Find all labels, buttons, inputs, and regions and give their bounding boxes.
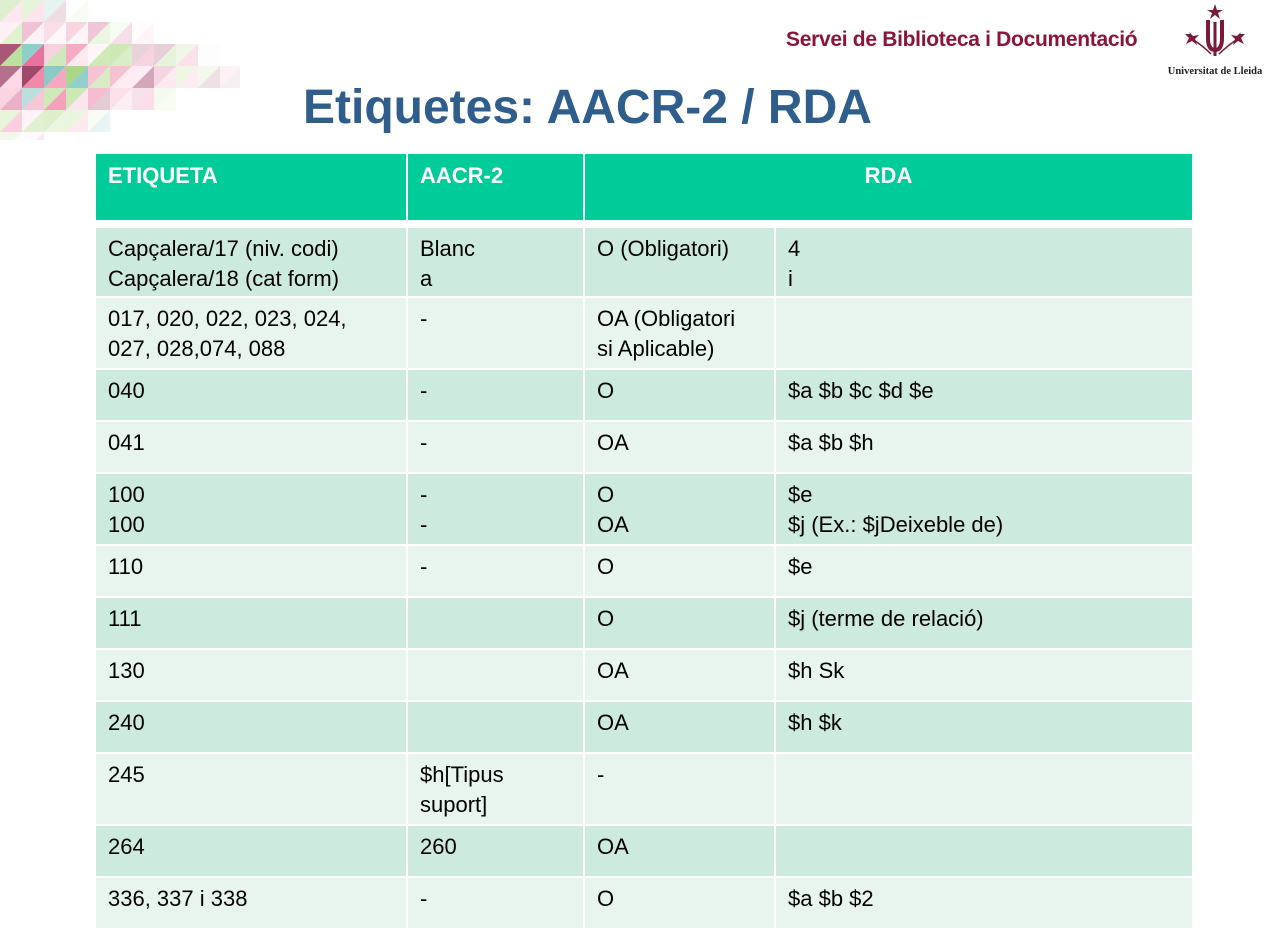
table-row [95,701,1193,753]
column-header-aacr2: AACR-2 [407,153,584,221]
table-cell: $e [775,545,1193,597]
slide-title: Etiquetes: AACR-2 / RDA [303,81,872,134]
table-cell: 240 [95,701,407,753]
university-logo [1160,2,1270,88]
table-cell: - [407,421,584,473]
table-cell: 4 i [775,227,1193,297]
table-cell: - - [407,473,584,545]
table-cell [775,753,1193,825]
table-cell: 040 [95,369,407,421]
table-cell: $a $b $c $d $e [775,369,1193,421]
table-cell: O [584,545,775,597]
table-cell: O [584,597,775,649]
service-name: Servei de Biblioteca i Documentació [786,28,1138,51]
table-cell [775,825,1193,877]
table-cell: $e $j (Ex.: $jDeixeble de) [775,473,1193,545]
table-cell: 130 [95,649,407,701]
table-cell: 245 [95,753,407,825]
table-cell: OA [584,825,775,877]
table-cell: $h[Tipus suport] [407,753,584,825]
column-header-rda: RDA [584,153,1193,221]
table-cell: OA (Obligatori si Aplicable) [584,297,775,369]
table-cell: - [407,369,584,421]
table-cell [407,649,584,701]
table-cell: O (Obligatori) [584,227,775,297]
university-emblem-icon [1175,2,1255,64]
table-cell: 260 [407,825,584,877]
table-cell: OA [584,701,775,753]
table-cell: - [407,877,584,929]
table-cell: $j (terme de relació) [775,597,1193,649]
table-cell [407,597,584,649]
table-row [95,753,1193,825]
university-name: Universitat de Lleida [1167,66,1263,77]
table-cell: 041 [95,421,407,473]
table-cell: $h $k [775,701,1193,753]
table-row [95,877,1193,929]
table-row [95,473,1193,545]
table-cell: OA [584,649,775,701]
table-cell: $a $b $h [775,421,1193,473]
table-cell: - [407,545,584,597]
table-cell: OA [584,421,775,473]
table-cell: 100 100 [95,473,407,545]
table-row [95,297,1193,369]
table-row [95,649,1193,701]
table-cell: 017, 020, 022, 023, 024, 027, 028,074, 088 [95,297,407,369]
table-cell: Blanc a [407,227,584,297]
table-row [95,421,1193,473]
table-row [95,227,1193,297]
table-cell: 111 [95,597,407,649]
table-cell: 264 [95,825,407,877]
table-cell [407,701,584,753]
table-cell: O [584,369,775,421]
tags-comparison-table [94,152,1194,930]
table-row [95,825,1193,877]
table-cell: $a $b $2 [775,877,1193,929]
table-cell: $h Sk [775,649,1193,701]
table-cell: - [407,297,584,369]
decorative-triangle-mosaic [0,0,240,140]
table-cell: 110 [95,545,407,597]
table-cell: O [584,877,775,929]
table-cell [775,297,1193,369]
table-row [95,545,1193,597]
column-header-etiqueta: ETIQUETA [95,153,407,221]
table-header-row [95,153,1193,221]
table-cell: - [584,753,775,825]
table-cell: O OA [584,473,775,545]
table-cell: Capçalera/17 (niv. codi) Capçalera/18 (cat form) [95,227,407,297]
table-row [95,369,1193,421]
table-cell: 336, 337 i 338 [95,877,407,929]
table-row [95,597,1193,649]
